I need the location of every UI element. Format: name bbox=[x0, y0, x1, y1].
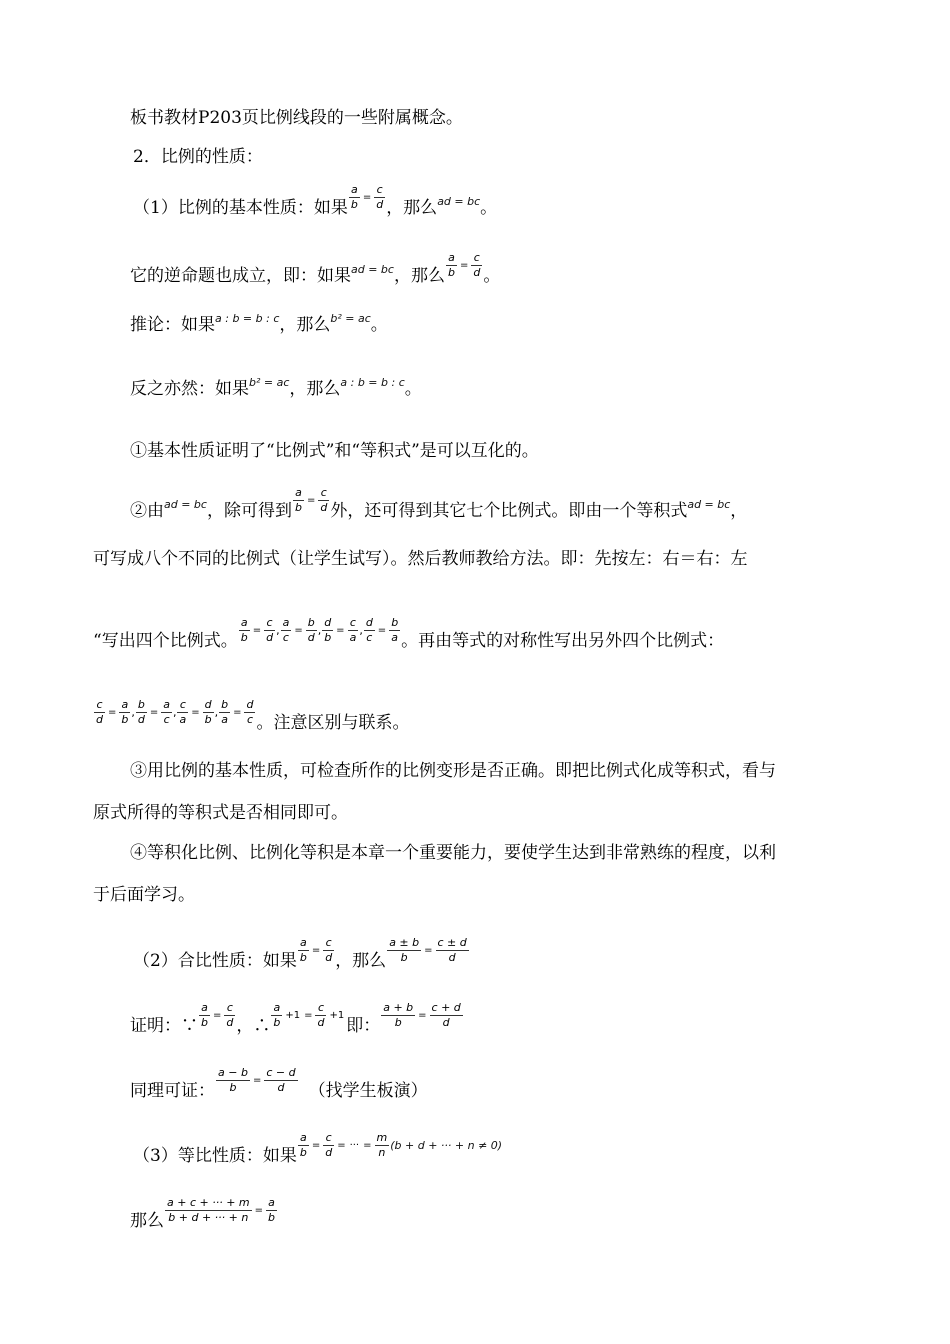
paragraph-text: 板书教材P203页比例线段的一些附属概念。 bbox=[130, 107, 463, 128]
equals-sign: = bbox=[191, 706, 200, 718]
denominator: d bbox=[277, 1080, 285, 1094]
numerator: c bbox=[317, 1000, 324, 1014]
proof-line bbox=[130, 985, 464, 1045]
paragraph-text: ，∴ bbox=[236, 1015, 271, 1036]
numerator: a bbox=[282, 615, 290, 629]
fraction bbox=[165, 1196, 252, 1225]
equals-sign: = bbox=[254, 1204, 264, 1216]
fraction bbox=[244, 698, 255, 727]
formula: a : b = b : c bbox=[215, 311, 280, 325]
equals-sign: = bbox=[362, 191, 372, 203]
paragraph-text: ③用比例的基本性质，可检查所作的比例变形是否正确。即把比例式化成等积式，看与 bbox=[130, 760, 776, 781]
denominator: d bbox=[317, 1015, 325, 1029]
denominator: b bbox=[447, 265, 455, 279]
fraction bbox=[387, 936, 421, 965]
fraction bbox=[323, 1131, 334, 1160]
paragraph-text: 。 bbox=[370, 314, 388, 335]
numerator: d bbox=[365, 615, 373, 629]
paragraph-text: 于后面学习。 bbox=[93, 884, 195, 905]
paragraph-text: （1）比例的基本性质：如果 bbox=[133, 197, 348, 218]
separator: , bbox=[172, 705, 177, 719]
paragraph-text: 。 bbox=[483, 265, 501, 286]
paragraph-text: （2）合比性质：如果 bbox=[133, 950, 297, 971]
paragraph-text: “写出四个比例式。 bbox=[93, 630, 238, 651]
paragraph-text: 即： bbox=[346, 1015, 381, 1036]
equals-sign: = bbox=[424, 944, 433, 956]
denominator: b bbox=[324, 630, 332, 644]
denominator: b bbox=[240, 630, 248, 644]
fraction bbox=[161, 698, 172, 727]
formula: ad = bc bbox=[351, 262, 394, 276]
fraction bbox=[266, 1196, 277, 1225]
fraction bbox=[94, 698, 105, 727]
numerator: c bbox=[473, 250, 480, 264]
proof-line bbox=[130, 1050, 428, 1110]
fraction bbox=[323, 936, 334, 965]
denominator: a bbox=[179, 712, 187, 726]
paragraph-text: 它的逆命题也成立，即：如果 bbox=[130, 265, 351, 286]
numerator: a bbox=[121, 697, 129, 711]
denominator: d bbox=[266, 630, 274, 644]
equals-sign: = bbox=[212, 1009, 222, 1021]
separator: , bbox=[359, 623, 363, 637]
paragraph-text: 外，还可得到其它七个比例式。即由一个等积式 bbox=[330, 500, 688, 521]
property-line bbox=[133, 920, 470, 980]
paragraph-text: 。注意区别与联系。 bbox=[256, 712, 410, 733]
fraction bbox=[271, 1001, 282, 1030]
formula: ad = bc bbox=[437, 194, 481, 208]
paragraph-text: 原式所得的等积式是否相同即可。 bbox=[93, 802, 348, 823]
paragraph-text: ，那么 bbox=[289, 378, 341, 399]
fraction bbox=[375, 1131, 390, 1160]
denominator: c bbox=[163, 712, 170, 726]
fraction bbox=[119, 698, 130, 727]
denominator: a bbox=[391, 630, 399, 644]
denominator: d bbox=[320, 500, 328, 514]
numerator: a bbox=[295, 485, 302, 499]
numerator: c − d bbox=[266, 1065, 296, 1079]
numerator: m bbox=[376, 1130, 388, 1144]
fraction bbox=[306, 616, 317, 645]
denominator: b + d + ··· + n bbox=[168, 1210, 249, 1224]
denominator: d bbox=[226, 1015, 234, 1029]
numerator: c ± d bbox=[437, 935, 467, 949]
fraction bbox=[264, 616, 275, 645]
text-line bbox=[93, 862, 195, 922]
paragraph-text: （3）等比性质：如果 bbox=[133, 1145, 297, 1166]
paragraph-text: 证明：∵ bbox=[130, 1015, 198, 1036]
paragraph-text: 那么 bbox=[130, 1210, 164, 1231]
plus-one: +1 bbox=[285, 1009, 301, 1021]
fraction bbox=[389, 616, 400, 645]
numerator: c bbox=[325, 935, 332, 949]
denominator: c bbox=[246, 712, 253, 726]
denominator: d bbox=[137, 712, 145, 726]
numerator: b bbox=[391, 615, 399, 629]
formula: ad = bc bbox=[164, 497, 207, 511]
numerator: a bbox=[299, 935, 307, 949]
fraction bbox=[224, 1001, 235, 1030]
denominator: c bbox=[282, 630, 289, 644]
denominator: b bbox=[273, 1015, 281, 1029]
equals-sign: = bbox=[306, 494, 316, 506]
formula: ad = bc bbox=[687, 497, 731, 511]
paragraph-text: 同理可证： bbox=[130, 1080, 215, 1101]
paragraph-text: ， bbox=[730, 500, 748, 521]
fraction bbox=[239, 616, 250, 645]
numerator: a bbox=[201, 1000, 208, 1014]
paragraph-text: ，那么 bbox=[386, 197, 438, 218]
denominator: n bbox=[378, 1145, 386, 1159]
denominator: d bbox=[442, 1015, 450, 1029]
fraction bbox=[348, 616, 359, 645]
denominator: b bbox=[294, 500, 302, 514]
proportion-line bbox=[93, 600, 724, 660]
numerator: c bbox=[179, 697, 186, 711]
numerator: a + b bbox=[383, 1000, 414, 1014]
paragraph-text: ，那么 bbox=[279, 314, 331, 335]
numerator: c bbox=[376, 182, 383, 196]
text-line bbox=[130, 418, 539, 478]
equals-sign: = bbox=[252, 624, 262, 636]
fraction bbox=[298, 936, 309, 965]
fraction bbox=[216, 1066, 250, 1095]
equals-sign: = bbox=[149, 706, 159, 718]
paragraph-text: 。 bbox=[404, 378, 422, 399]
denominator: d bbox=[448, 950, 456, 964]
numerator: c bbox=[325, 1130, 332, 1144]
denominator: b bbox=[121, 712, 129, 726]
fraction bbox=[322, 616, 333, 645]
denominator: b bbox=[299, 950, 307, 964]
numerator: c bbox=[96, 697, 103, 711]
fraction bbox=[471, 251, 482, 280]
formula: a : b = b : c bbox=[340, 375, 405, 389]
numerator: a bbox=[163, 697, 170, 711]
paragraph-text: ，除可得到 bbox=[206, 500, 292, 521]
equals-sign: = bbox=[304, 1009, 313, 1021]
denominator: b bbox=[229, 1080, 237, 1094]
fraction bbox=[203, 698, 214, 727]
separator: , bbox=[276, 623, 280, 637]
property-line bbox=[133, 1115, 502, 1175]
paragraph-text: 。 bbox=[480, 197, 498, 218]
denominator: b bbox=[400, 950, 408, 964]
numerator: d bbox=[324, 615, 332, 629]
equals-sign: = bbox=[252, 1074, 262, 1086]
paragraph-text: ①基本性质证明了“比例式”和“等积式”是可以互化的。 bbox=[130, 440, 539, 461]
equals-sign: = bbox=[377, 624, 387, 636]
denominator: b bbox=[204, 712, 212, 726]
denominator: b bbox=[201, 1015, 208, 1029]
numerator: d bbox=[246, 697, 254, 711]
paragraph-text: （找学生板演） bbox=[308, 1080, 428, 1101]
plus-one: +1 bbox=[329, 1009, 345, 1021]
numerator: a ± b bbox=[389, 935, 420, 949]
numerator: a bbox=[273, 1000, 281, 1014]
paragraph-text: 可写成八个不同的比例式（让学生试写）。然后教师教给方法。即：先按左：右＝右：左 bbox=[93, 548, 748, 569]
paragraph-text: 。再由等式的对称性写出另外四个比例式： bbox=[401, 630, 725, 651]
equals-sign: = bbox=[418, 1009, 427, 1021]
paragraph-text: 反之亦然：如果 bbox=[130, 378, 249, 399]
numerator: b bbox=[221, 697, 229, 711]
numerator: a + c + ··· + m bbox=[167, 1195, 250, 1209]
text-line bbox=[93, 526, 748, 586]
numerator: c bbox=[226, 1000, 233, 1014]
property-line bbox=[130, 1180, 278, 1240]
numerator: a bbox=[240, 615, 248, 629]
denominator: d bbox=[473, 265, 481, 279]
fraction bbox=[349, 183, 360, 212]
equals-sign: = bbox=[107, 706, 117, 718]
fraction bbox=[298, 1131, 309, 1160]
numerator: c + d bbox=[431, 1000, 461, 1014]
numerator: c bbox=[266, 615, 273, 629]
separator: , bbox=[317, 623, 322, 637]
numerator: a − b bbox=[218, 1065, 248, 1079]
fraction bbox=[281, 616, 292, 645]
denominator: d bbox=[325, 950, 333, 964]
formula: b² = ac bbox=[330, 311, 371, 325]
denominator: d bbox=[376, 197, 384, 211]
numerator: d bbox=[204, 697, 212, 711]
numerator: c bbox=[349, 615, 356, 629]
numerator: c bbox=[320, 485, 327, 499]
equals-sign: = bbox=[363, 1139, 372, 1151]
denominator: a bbox=[349, 630, 357, 644]
numerator: a bbox=[350, 182, 358, 196]
paragraph-text: 推论：如果 bbox=[130, 314, 215, 335]
denominator: d bbox=[325, 1145, 333, 1159]
denominator: a bbox=[221, 712, 228, 726]
numerator: a bbox=[268, 1195, 275, 1209]
fraction bbox=[136, 698, 147, 727]
property-line bbox=[130, 356, 422, 416]
equals-sign: = bbox=[233, 706, 242, 718]
equals-sign: = bbox=[336, 624, 345, 636]
separator: , bbox=[131, 705, 135, 719]
fraction bbox=[446, 251, 457, 280]
denominator: b bbox=[394, 1015, 402, 1029]
numerator: b bbox=[307, 615, 315, 629]
equals-sign: = bbox=[294, 624, 303, 636]
denominator: d bbox=[96, 712, 103, 726]
separator: , bbox=[214, 705, 219, 719]
denominator: b bbox=[350, 197, 358, 211]
numerator: a bbox=[299, 1130, 307, 1144]
fraction bbox=[381, 1001, 415, 1030]
paragraph-text: ②由 bbox=[130, 500, 164, 521]
fraction bbox=[318, 486, 329, 515]
property-line bbox=[130, 292, 388, 352]
numerator: b bbox=[137, 697, 145, 711]
denominator: b bbox=[268, 1210, 275, 1224]
denominator: d bbox=[307, 630, 315, 644]
fraction bbox=[430, 1001, 463, 1030]
paragraph-text: ，那么 bbox=[393, 265, 445, 286]
fraction bbox=[315, 1001, 326, 1030]
equals-sign: = bbox=[459, 259, 469, 271]
denominator: b bbox=[299, 1145, 307, 1159]
equals-sign: = bbox=[311, 944, 321, 956]
equals-sign: = bbox=[337, 1139, 346, 1151]
proportion-line bbox=[93, 682, 409, 742]
fraction bbox=[219, 698, 230, 727]
fraction bbox=[436, 936, 469, 965]
fraction bbox=[374, 183, 385, 212]
paragraph-text: ，那么 bbox=[335, 950, 387, 971]
condition: (b + d + ··· + n ≠ 0) bbox=[390, 1138, 503, 1152]
formula: b² = ac bbox=[249, 375, 290, 389]
numerator: a bbox=[448, 250, 455, 264]
fraction bbox=[177, 698, 188, 727]
text-line bbox=[130, 820, 776, 880]
paragraph-text: ④等积化比例、比例化等积是本章一个重要能力，要使学生达到非常熟练的程度，以利 bbox=[130, 842, 776, 863]
fraction bbox=[293, 486, 304, 515]
denominator: c bbox=[366, 630, 373, 644]
equals-sign: = bbox=[311, 1139, 321, 1151]
ellipsis: ··· bbox=[349, 1139, 360, 1151]
fraction bbox=[199, 1001, 210, 1030]
heading-text: 2．比例的性质： bbox=[133, 146, 263, 167]
property-line bbox=[133, 175, 497, 235]
fraction bbox=[264, 1066, 297, 1095]
fraction bbox=[364, 616, 375, 645]
